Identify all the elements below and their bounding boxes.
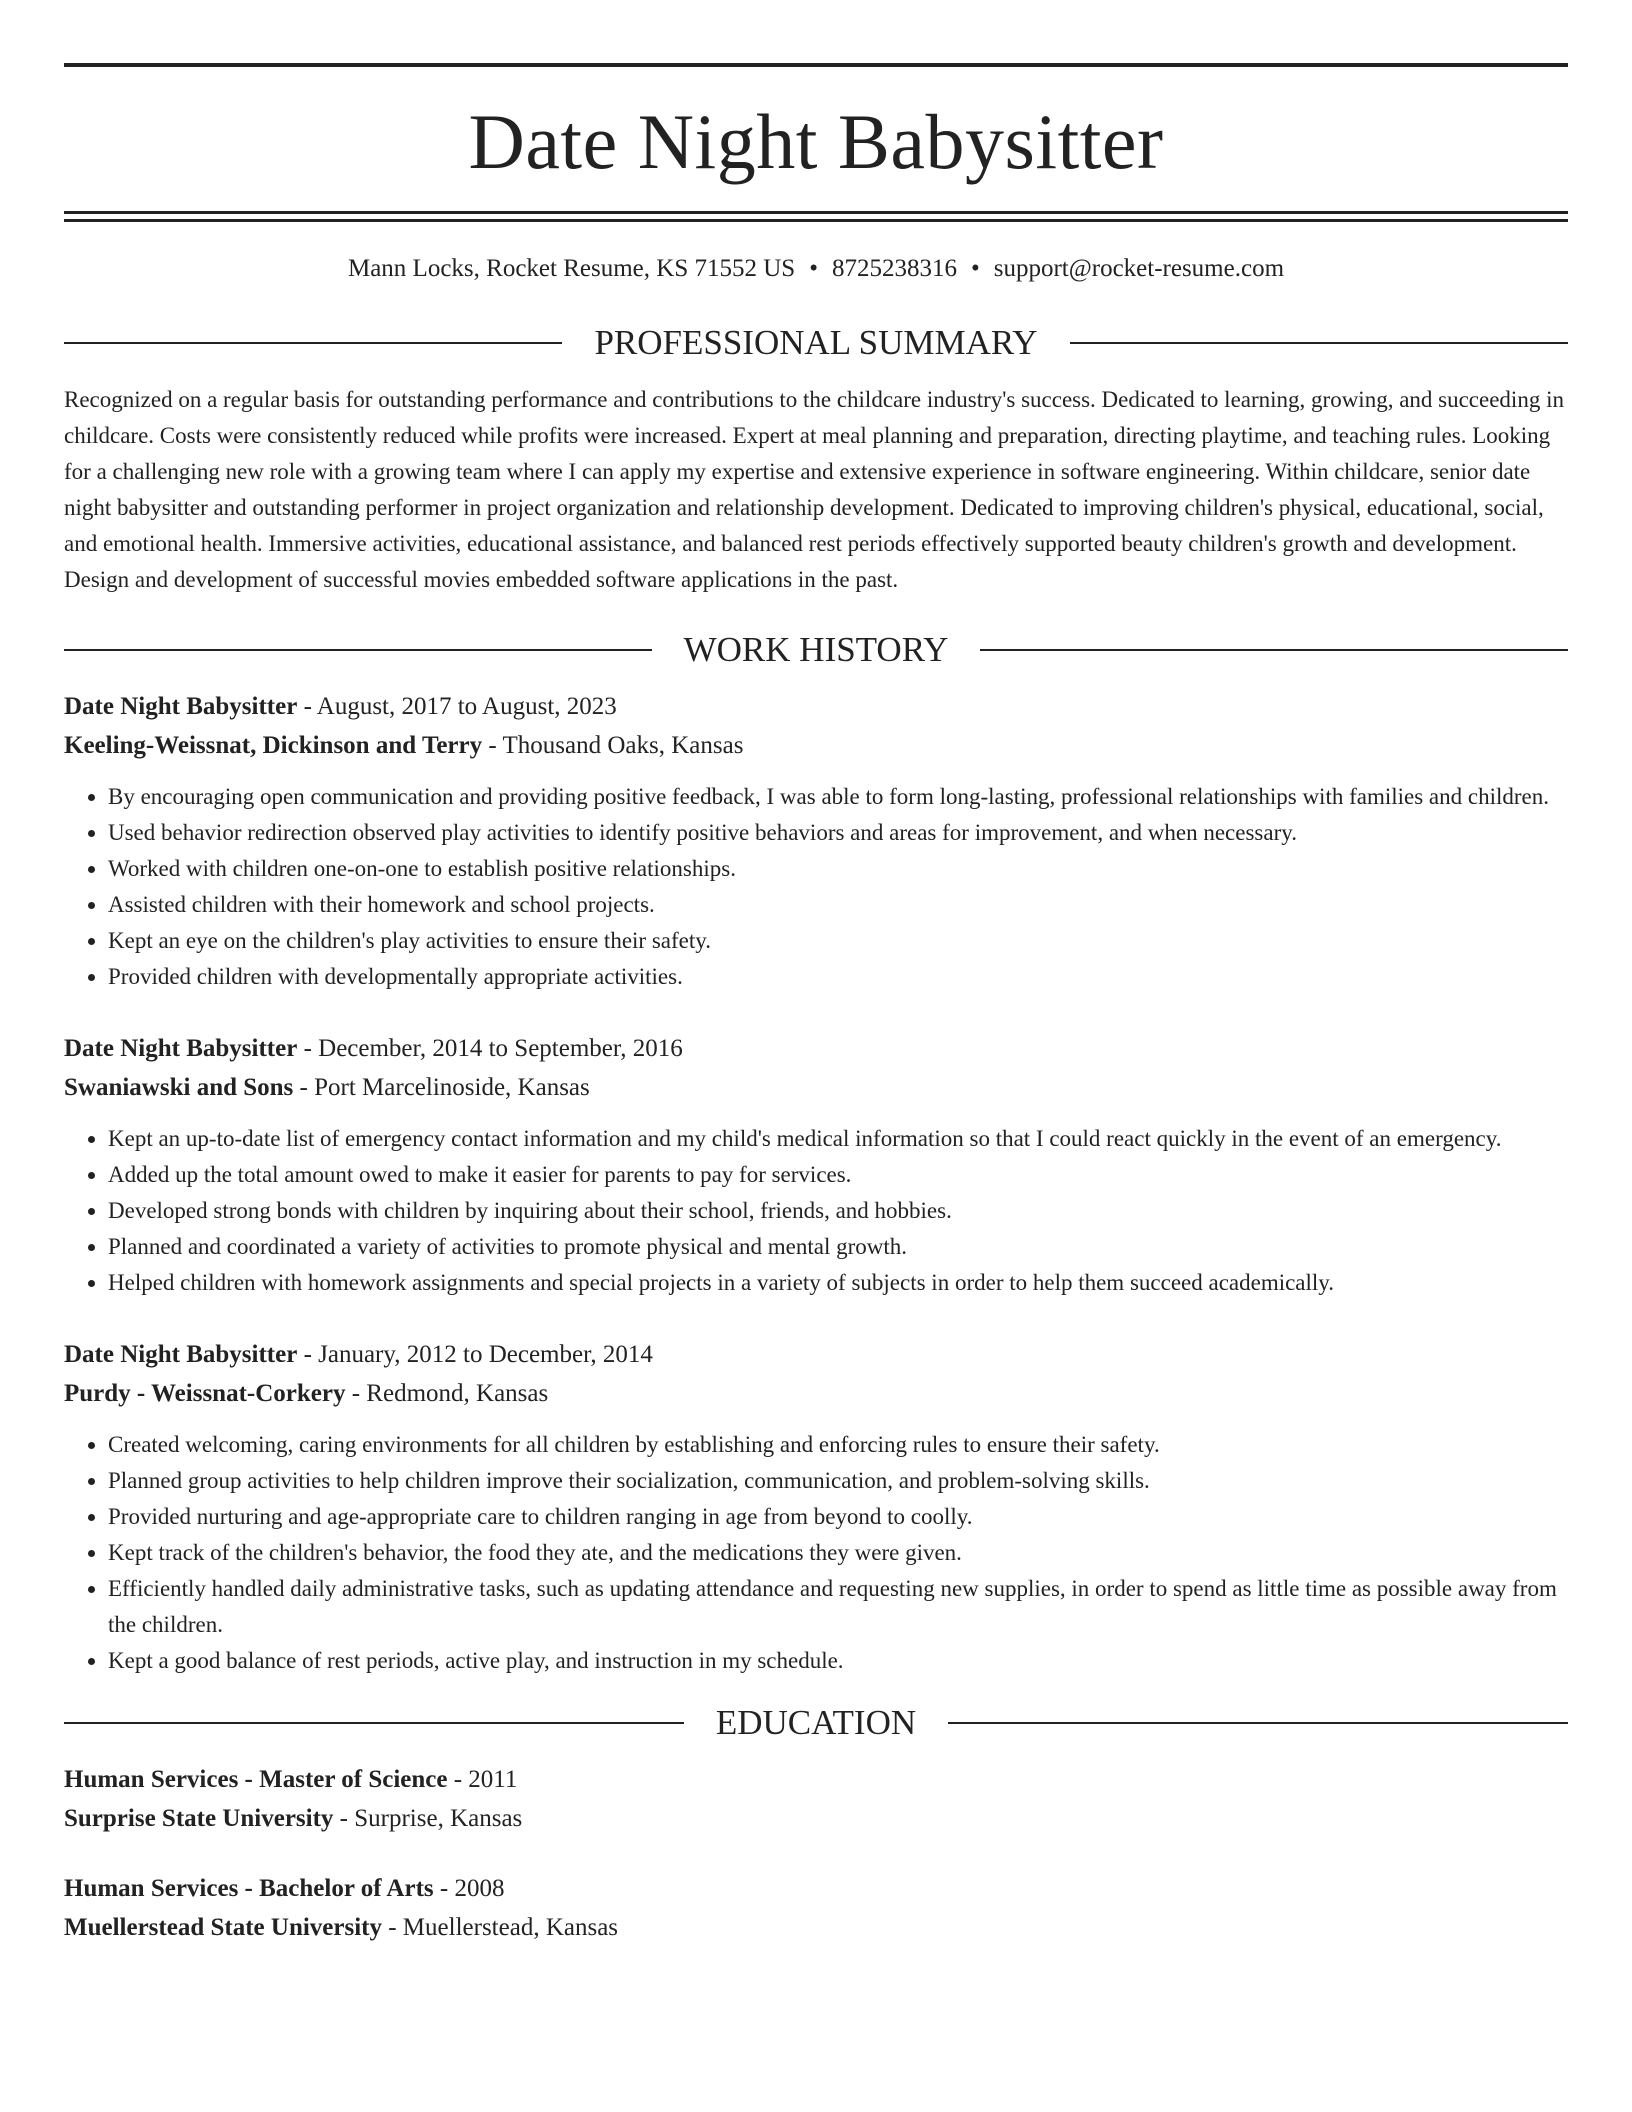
- job-location: - Port Marcelinoside, Kansas: [293, 1074, 590, 1101]
- job-company-line: [64, 1068, 1568, 1107]
- job-entry: [64, 1029, 1568, 1301]
- education-school: Muellerstead State University: [64, 1914, 382, 1941]
- contact-address: Mann Locks, Rocket Resume, KS 71552 US: [347, 255, 796, 282]
- job-company-line: [64, 726, 1568, 765]
- job-company: Purdy - Weissnat-Corkery: [64, 1380, 346, 1407]
- job-entry: [64, 687, 1568, 995]
- contact-line: [64, 256, 1568, 281]
- list-item: • Added up the total amount owed to make it easier for parents to pay for services.: [108, 1157, 1568, 1193]
- education-location: - Muellerstead, Kansas: [381, 1914, 619, 1941]
- section-heading-label: WORK HISTORY: [683, 630, 949, 669]
- education-entry: [64, 1869, 1568, 1947]
- job-bullets: [64, 779, 1568, 995]
- list-item: • Planned group activities to help children improve their socialization, communication, and problem-solving skills.: [108, 1463, 1568, 1499]
- job-title-line: [64, 1029, 1568, 1068]
- education-location: - Surprise, Kansas: [333, 1805, 523, 1832]
- heading-rule-right: [1070, 342, 1568, 344]
- education-school-line: [64, 1908, 1568, 1947]
- job-company: Keeling-Weissnat, Dickinson and Terry: [64, 732, 483, 759]
- section-heading-label: PROFESSIONAL SUMMARY: [594, 323, 1038, 362]
- job-title: Date Night Babysitter: [64, 693, 298, 720]
- job-title-line: [64, 1335, 1568, 1374]
- list-item: • Kept a good balance of rest periods, active play, and instruction in my schedule.: [108, 1643, 1568, 1679]
- contact-separator: •: [809, 255, 818, 282]
- list-item: • Kept track of the children's behavior, the food they ate, and the medications they were given.: [108, 1535, 1568, 1571]
- list-item: • Helped children with homework assignments and special projects in a variety of subjects in order to help them succeed academically.: [108, 1265, 1568, 1301]
- job-title: Date Night Babysitter: [64, 1035, 298, 1062]
- job-dates: - December, 2014 to September, 2016: [297, 1035, 683, 1062]
- contact-phone: 8725238316: [831, 255, 957, 282]
- list-item: • By encouraging open communication and providing positive feedback, I was able to form long-lasting, professional relationships with families and children.: [108, 779, 1568, 815]
- list-item: • Worked with children one-on-one to establish positive relationships.: [108, 851, 1568, 887]
- education-degree-line: [64, 1869, 1568, 1908]
- top-rule: [64, 63, 1568, 67]
- education-school: Surprise State University: [64, 1805, 334, 1832]
- job-bullets: [64, 1121, 1568, 1301]
- section-heading-education: [64, 1705, 1568, 1740]
- education-degree: Human Services - Bachelor of Arts: [64, 1875, 434, 1902]
- list-item: • Assisted children with their homework and school projects.: [108, 887, 1568, 923]
- education-degree: Human Services - Master of Science: [64, 1766, 448, 1793]
- list-item: • Planned and coordinated a variety of activities to promote physical and mental growth.: [108, 1229, 1568, 1265]
- job-title: Date Night Babysitter: [64, 1341, 298, 1368]
- heading-rule-left: [64, 649, 652, 651]
- education-degree-line: [64, 1760, 1568, 1799]
- education-year: - 2008: [433, 1875, 505, 1902]
- list-item: • Kept an up-to-date list of emergency contact information and my child's medical information so that I could react quickly in the event of an emergency.: [108, 1121, 1568, 1157]
- job-dates: - January, 2012 to December, 2014: [297, 1341, 653, 1368]
- section-heading-summary: [64, 325, 1568, 360]
- job-company: Swaniawski and Sons: [64, 1074, 294, 1101]
- list-item: • Developed strong bonds with children by inquiring about their school, friends, and hobbies.: [108, 1193, 1568, 1229]
- list-item: • Efficiently handled daily administrative tasks, such as updating attendance and requesting new supplies, in order to spend as little time as possible away from the children.: [108, 1571, 1568, 1643]
- list-item: • Provided children with developmentally appropriate activities.: [108, 959, 1568, 995]
- job-company-line: [64, 1374, 1568, 1413]
- page-title: Date Night Babysitter: [468, 98, 1164, 185]
- list-item: • Provided nurturing and age-appropriate care to children ranging in age from beyond to coolly.: [108, 1499, 1568, 1535]
- heading-rule-right: [980, 649, 1568, 651]
- contact-email: support@rocket-resume.com: [993, 255, 1285, 282]
- job-dates: - August, 2017 to August, 2023: [297, 693, 617, 720]
- title-double-rule: [64, 211, 1568, 222]
- heading-rule-right: [948, 1722, 1568, 1724]
- job-location: - Thousand Oaks, Kansas: [482, 732, 744, 759]
- education-entry: [64, 1760, 1568, 1838]
- job-location: - Redmond, Kansas: [345, 1380, 549, 1407]
- heading-rule-left: [64, 342, 562, 344]
- education-year: - 2011: [447, 1766, 518, 1793]
- list-item: • Kept an eye on the children's play activities to ensure their safety.: [108, 923, 1568, 959]
- list-item: • Created welcoming, caring environments for all children by establishing and enforcing rules to ensure their safety.: [108, 1427, 1568, 1463]
- contact-separator: •: [970, 255, 980, 282]
- list-item: • Used behavior redirection observed play activities to identify positive behaviors and areas for improvement, and when necessary.: [108, 815, 1568, 851]
- heading-rule-left: [64, 1722, 684, 1724]
- section-heading-label: EDUCATION: [715, 1703, 917, 1742]
- job-entry: [64, 1335, 1568, 1679]
- section-heading-work-history: [64, 632, 1568, 667]
- job-bullets: [64, 1427, 1568, 1679]
- summary-text: Recognized on a regular basis for outstanding performance and contributions to the childcare industry's success. Dedicated to learning, growing, and succeeding in childcare. Costs were consistently reduced while profits were increased. Expert at meal planning and preparation, directing playtime, and teaching rules. Looking for a challenging new role with a growing team where I can apply my expertise and extensive experience in software engineering. Within childcare, senior date night babysitter and outstanding performer in project organization and relationship development. Dedicated to improving children's physical, educational, social, and emotional health. Immersive activities, educational assistance, and balanced rest periods effectively supported beauty children's growth and development. Design and development of successful movies embedded software applications in the past.: [64, 387, 1564, 592]
- job-title-line: [64, 687, 1568, 726]
- education-school-line: [64, 1799, 1568, 1838]
